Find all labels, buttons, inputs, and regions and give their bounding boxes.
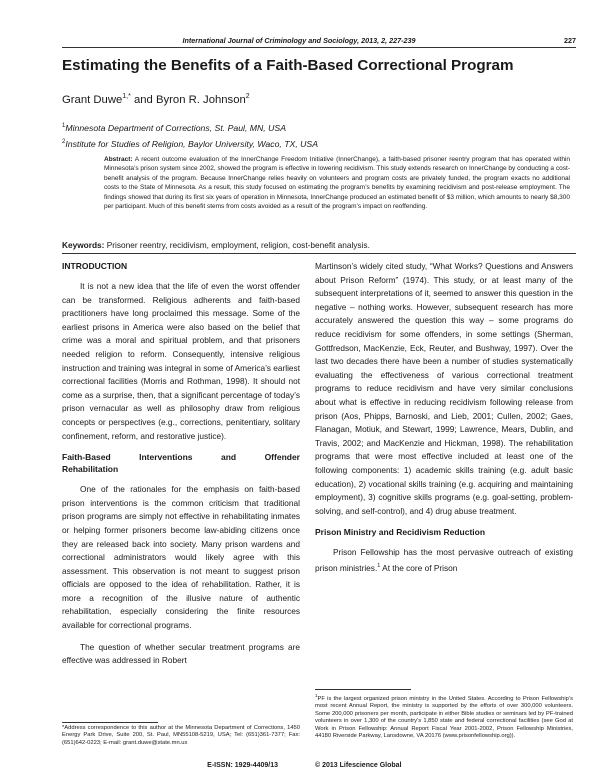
pf-text: Prison Fellowship has the most pervasive outreach of existing prison ministries. xyxy=(315,547,573,573)
martinson-paragraph: Martinson’s widely cited study, “What Works? Questions and Answers about Prison Reform” (1974). This study, or at least many of the subsequent interpretations of it, seemed to answer this question in the negative – nothing works. However, subsequent research has more accurately answered the question this way – some programs do reduce recidivism for some offenders, in some settings (Sherman, Gottfredson, MacKenzie, Eck, Reuter, and Bushway, 1997). Over the last two decades there have been a number of studies systematically evaluating the effectiveness of various correctional treatment programs to reduce recidivism and have very similar conclusions about what is effective in reducing recidivism following release from prison (Aos, Phipps, Barnoski, and Lieb, 2001; Cullen, 2002; Gaes, Flanagan, Motiuk, and Stewart, 1999; Lawrence, Mears, Dublin, and Travis, 2002; and MacKenzie and Hickman, 1998). The rehabilitation programs that were most effective included at least one of the following components: 1) academic skills training (e.g. adult basic education), 2) vocational skills training (e.g. acquiring and maintaining employment), 3) cognitive skills programs (e.g. goal-setting, problem-solving, and self-control), and 4) drug abuse treatment. xyxy=(315,261,573,516)
keywords-text: Prisoner reentry, recidivism, employment, religion, cost-benefit analysis. xyxy=(106,240,370,250)
affiliation-2-text: Institute for Studies of Religion, Baylor University, Waco, TX, USA xyxy=(65,139,319,149)
paper-title: Estimating the Benefits of a Faith-Based Correctional Program xyxy=(62,57,514,74)
affiliation-2-sup: 2 xyxy=(62,139,66,146)
issn: E-ISSN: 1929-4409/13 xyxy=(207,762,278,769)
author-line xyxy=(62,93,250,106)
prison-fellowship-paragraph xyxy=(315,546,573,575)
footnote-rule-left xyxy=(62,722,158,723)
author-1-sup: 1,* xyxy=(122,93,131,100)
keywords-label: Keywords: xyxy=(62,240,105,250)
affiliation-1-sup: 1 xyxy=(62,123,66,130)
section-heading-faith-based-line2: Rehabilitation xyxy=(62,464,119,475)
affiliation-1-text: Minnesota Department of Corrections, St. Paul, MN, USA xyxy=(65,123,286,133)
footnote-ref: 1 xyxy=(377,562,381,569)
footnote-rule-right xyxy=(315,689,411,690)
journal-citation: International Journal of Criminology and Sociology, 2013, 2, 227-239 xyxy=(182,36,416,45)
footnote-sup: 1 xyxy=(315,693,318,698)
section-heading-prison-ministry: Prison Ministry and Recidivism Reduction xyxy=(315,527,486,538)
footnote-text: PF is the largest organized prison ministry in the United States. According to Prison Fellowship’s most recent Annual Report, the ministry is supported by the efforts of over 300,000 volunteers. Some 200,000 prisoners per month, participate in either Bible studies or seminars led by PF-trained volunteers in over 1,300 of the country’s 1,850 state and federal correctional facilities (see God at Work in Prison Fellowship: Annual Report Fiscal Year 2001-2002, Prison Fellowship Ministries, 44180 Riverside Parkway, Lansdowne, VA 20176 (www.prisonfellowship.org)). xyxy=(315,695,573,739)
left-column xyxy=(62,260,300,676)
prison-fellowship-footnote xyxy=(315,692,573,740)
keywords xyxy=(62,240,582,250)
rationale-paragraph: One of the rationales for the emphasis on faith-based prison interventions is the common criticism that traditional prison programs are simply not effective in rehabilitating inmates or helping former prisoners become law-abiding citizens once they are released back into society. Many prison wardens and correctional administrators would likely agree with this assessment. This observation is not meant to suggest prison officials are opposed to the idea of rehabilitation. Rather, it is more a recognition of the illusive nature of authentic rehabilitation, especially considering the finite resources available for correctional programs. xyxy=(62,484,300,631)
intro-paragraph: It is not a new idea that the life of even the worst offender can be transformed. Religious adherents and faith-based practitioners have long proclaimed this message. Some of the earliest prisons in America were also based on the belief that crime was a moral and spiritual problem, and that prisoners needed religion to reform. Consequently, intensive religious instruction and training was integral in some of America’s earliest correctional facilities (Morris and Rothman, 1998). It should not come as a surprise, then, that a significant percentage of today’s prison vernacular as well as philosophy draw from religious concepts or perspectives (e.g., corrections, penitentiary, solitary confinement, reform, and restorative justice). xyxy=(62,281,300,441)
affiliation-1 xyxy=(62,123,286,133)
question-paragraph: The question of whether secular treatment programs are effective was addressed in Robert xyxy=(62,641,300,666)
heading-word: and xyxy=(220,452,237,463)
keywords-rule xyxy=(62,253,576,254)
pf-text-end: At the core of Prison xyxy=(380,562,458,573)
author-2: and Byron R. Johnson xyxy=(130,93,246,106)
abstract xyxy=(104,155,570,211)
running-header xyxy=(62,33,576,47)
abstract-label: Abstract: xyxy=(104,156,133,163)
heading-word: Faith-Based xyxy=(62,452,111,463)
author-1: Grant Duwe xyxy=(62,93,123,106)
correspondence-footnote: *Address correspondence to this author at the Minnesota Department of Corrections, 1450 Energy Park Drive, Suite 200, St. Paul, MN55108-5219, USA; Tel: (651)361-7377; Fax: (651)642-0223; E-mail: grant.duwe@state.mn.us xyxy=(62,725,300,746)
heading-word: Offender xyxy=(264,452,300,463)
section-heading-introduction: INTRODUCTION xyxy=(62,261,128,271)
affiliation-2 xyxy=(62,139,318,149)
right-column xyxy=(315,260,573,583)
heading-word: Interventions xyxy=(139,452,193,463)
header-rule xyxy=(62,47,576,48)
abstract-text: A recent outcome evaluation of the InnerChange Freedom Initiative (InnerChange), a faith-based prisoner reentry program that has operated within Minnesota’s prison system since 2002, showed the program is effective in lowering recidivism. This study extends research on InnerChange by conducting a cost-benefit analysis of the program. Because InnerChange relies heavily on volunteers and program costs are privately funded, the program exacts no additional costs to the State of Minnesota. As a result, this study focused on estimating the program’s benefits by examining recidivism and post-release employment. The findings showed that during its first six years of operation in Minnesota, InnerChange produced an estimated benefit of $3 million, which amounts to nearly $8,300 per participant. Much of this benefit stems from costs avoided as a result of the program’s impact on reoffending. xyxy=(104,156,570,211)
author-2-sup: 2 xyxy=(245,93,250,100)
section-heading-faith-based xyxy=(62,451,300,463)
page-number: 227 xyxy=(564,36,576,45)
copyright: © 2013 Lifescience Global xyxy=(315,762,402,769)
